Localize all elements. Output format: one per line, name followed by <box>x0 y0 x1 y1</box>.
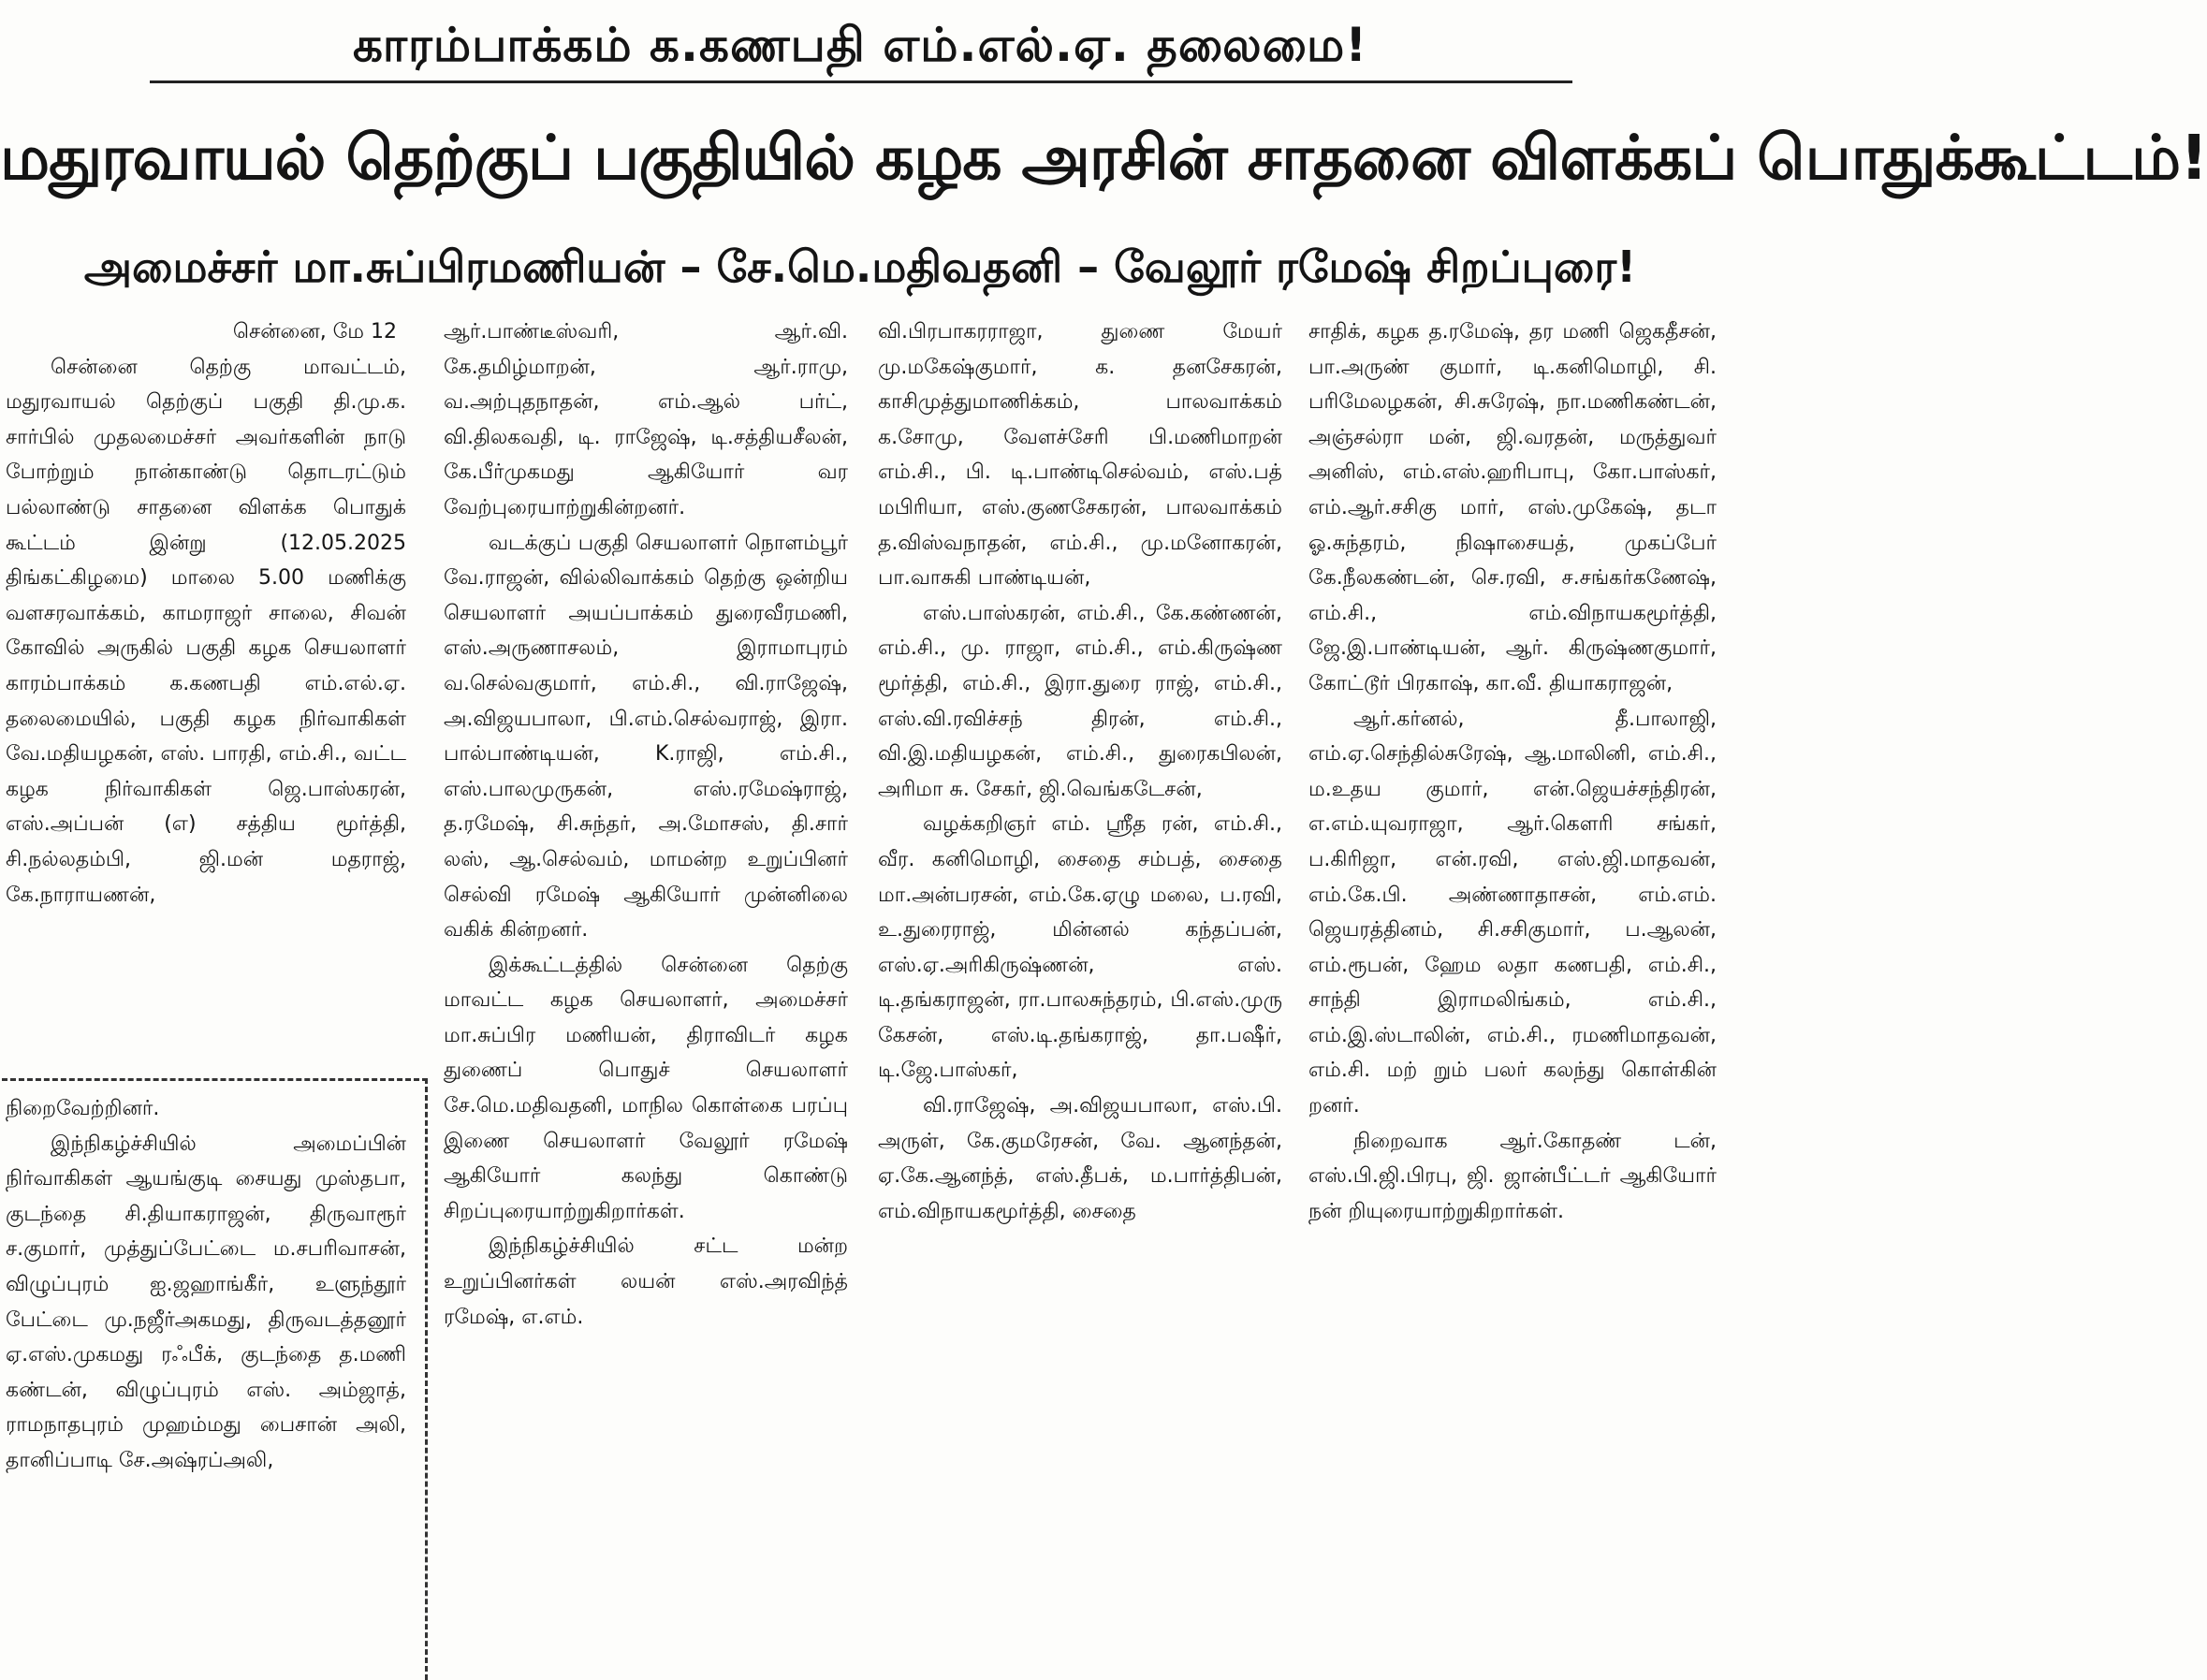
paragraph: இந்நிகழ்ச்சியில் சட்ட மன்ற உறுப்பினர்கள் லயன் எஸ்.அரவிந்த் ரமேஷ், எ.எம். <box>444 1234 848 1329</box>
paragraph: எஸ்.பாஸ்கரன், எம்.சி., கே.கண்ணன், எம்.சி., மு. ராஜா, எம்.சி., எம்.கிருஷ்ண மூர்த்தி, எம்.சி., இரா.துரை ராஜ், எம்.சி., எஸ்.வி.ரவிச்சந் திரன், எம்.சி., வி.இ.மதியழகன், எம்.சி., துரைகபிலன், அரிமா சு. சேகர், ஜி.வெங்கடேசன், <box>878 601 1282 801</box>
paragraph: இக்கூட்டத்தில் சென்னை தெற்கு மாவட்ட கழக செயலாளர், அமைச்சர் மா.சுப்பிர மணியன், திராவிடர் கழக துணைப் பொதுச் செயலாளர் சே.மெ.மதிவதனி, மாநில கொள்கை பரப்பு இணை செயலாளர் வேலூர் ரமேஷ் ஆகியோர் கலந்து கொண்டு சிறப்புரையாற்றுகிறார்கள். <box>444 953 848 1223</box>
headline-rule <box>150 80 1572 83</box>
paragraph: ஆர்.கர்னல், தீ.பாலாஜி, எம்.ஏ.செந்தில்சுரேஷ், ஆ.மாலினி, எம்.சி., ம.உதய குமார், என்.ஜெயச்சந்திரன், எ.எம்.யுவராஜா, ஆர்.கௌரி சங்கர், ப.கிரிஜா, என்.ரவி, எஸ்.ஜி.மாதவன், எம்.கே.பி. அண்ணாதாசன், எம்.எம். ஜெயரத்தினம், சி.சசிகுமார், ப.ஆலன், எம்.ரூபன், ஹேம லதா கணபதி, எம்.சி., சாந்தி இராமலிங்கம், எம்.சி., எம்.இ.ஸ்டாலின், எம்.சி., ரமணிமாதவன், எம்.சி. மற் றும் பலர் கலந்து கொள்கின் றனர். <box>1308 707 1717 1118</box>
headline-sub: அமைச்சர் மா.சுப்பிரமணியன் – சே.மெ.மதிவதனி – வேலூர் ரமேஷ் சிறப்புரை! <box>83 241 1637 292</box>
paragraph: வி.ராஜேஷ், அ.விஜயபாலா, எஸ்.பி. அருள், கே.குமரேசன், வே. ஆனந்தன், ஏ.கே.ஆனந்த், எஸ்.தீபக், ம.பார்த்திபன், எம்.விநாயகமூர்த்தி, சைதை <box>878 1094 1282 1223</box>
column-2 <box>444 314 848 1335</box>
dateline: சென்னை, மே 12 <box>232 320 397 343</box>
paragraph: நிறைவேற்றினர். <box>6 1097 160 1120</box>
column-3 <box>878 314 1282 1229</box>
headline-main: மதுரவாயல் தெற்குப் பகுதியில் கழக அரசின் சாதனை விளக்கப் பொதுக்கூட்டம்! <box>0 122 2207 194</box>
paragraph: நிறைவாக ஆர்.கோதண் டன், எஸ்.பி.ஜி.பிரபு, ஜி. ஜான்பீட்டர் ஆகியோர் நன் றியுரையாற்றுகிறார்கள். <box>1308 1129 1717 1223</box>
column-1 <box>6 314 406 913</box>
column-1-box <box>6 1091 406 1479</box>
paragraph: சென்னை தெற்கு மாவட்டம், மதுரவாயல் தெற்குப் பகுதி தி.மு.க. சார்பில் முதலமைச்சர் அவர்களின் நாடு போற்றும் நான்காண்டு தொடரட்டும் பல்லாண்டு சாதனை விளக்க பொதுக் கூட்டம் இன்று (12.05.2025 திங்கட்கிழமை) மாலை 5.00 மணிக்கு வளசரவாக்கம், காமராஜர் சாலை, சிவன் கோவில் அருகில் பகுதி கழக செயலாளர் காரம்பாக்கம் க.கணபதி எம்.எல்.ஏ. தலைமையில், பகுதி கழக நிர்வாகிகள் வே.மதியழகன், எஸ். பாரதி, எம்.சி., வட்ட கழக நிர்வாகிகள் ஜெ.பாஸ்கரன், எஸ்.அப்பன் (எ) சத்திய மூர்த்தி, சி.நல்லதம்பி, ஜி.மன் மதராஜ், கே.நாராயணன், <box>6 355 406 907</box>
paragraph: சாதிக், கழக த.ரமேஷ், தர மணி ஜெகதீசன், பா.அருண் குமார், டி.கனிமொழி, சி. பரிமேலழகன், சி.சுரேஷ், நா.மணிகண்டன், அஞ்சல்ரா மன், ஜி.வரதன், மருத்துவர் அனிஸ், எம்.எஸ்.ஹரிபாபு, கோ.பாஸ்கர், எம்.ஆர்.சசிகு மார், எஸ்.முகேஷ், தடா ஓ.சுந்தரம், நிஷாசையத், முகப்பேர் கே.நீலகண்டன், செ.ரவி, ச.சங்கர்கணேஷ், எம்.சி., எம்.விநாயகமூர்த்தி, ஜே.இ.பாண்டியன், ஆர். கிருஷ்ணகுமார், கோட்டூர் பிரகாஷ், கா.வீ. தியாகராஜன், <box>1308 320 1717 695</box>
paragraph: வழக்கறிஞர் எம். ஸ்ரீத ரன், எம்.சி., வீர. கனிமொழி, சைதை சம்பத், சைதை மா.அன்பரசன், எம்.கே.ஏழு மலை, ப.ரவி, உ.துரைராஜ், மின்னல் கந்தப்பன், எஸ்.ஏ.அரிகிருஷ்ணன், எஸ். டி.தங்கராஜன், ரா.பாலசுந்தரம், பி.எஸ்.முரு கேசன், எஸ்.டி.தங்கராஜ், தா.பஷீர், டி.ஜே.பாஸ்கர், <box>878 812 1282 1083</box>
headline-kicker: காரம்பாக்கம் க.கணபதி எம்.எல்.ஏ. தலைமை! <box>352 18 1368 72</box>
paragraph: ஆர்.பாண்டீஸ்வரி, ஆர்.வி. கே.தமிழ்மாறன், ஆர்.ராமு, வ.அற்புதநாதன், எம்.ஆல் பர்ட், வி.திலகவதி, டி. ராஜேஷ், டி.சத்தியசீலன், கே.பீர்முகமது ஆகியோர் வர வேற்புரையாற்றுகின்றனர். <box>444 320 848 519</box>
paragraph: இந்நிகழ்ச்சியில் அமைப்பின் நிர்வாகிகள் ஆயங்குடி சையது முஸ்தபா, குடந்தை சி.தியாகராஜன், திருவாரூர் ச.குமார், முத்துப்பேட்டை ம.சபரிவாசன், விழுப்புரம் ஐ.ஜஹாங்கீர், உளுந்தூர் பேட்டை மு.நஜீர்அகமது, திருவடத்தனூர் ஏ.எஸ்.முகமது ரஃபீக், குடந்தை த.மணி கண்டன், விழுப்புரம் எஸ். அம்ஜாத், ராமநாதபுரம் முஹம்மது பைசான் அலி, தானிப்பாடி சே.அஷ்ரப்அலி, <box>6 1132 406 1472</box>
column-4 <box>1308 314 1717 1229</box>
paragraph: வடக்குப் பகுதி செயலாளர் நொளம்பூர் வே.ராஜன், வில்லிவாக்கம் தெற்கு ஒன்றிய செயலாளர் அயப்பாக்கம் துரைவீரமணி, எஸ்.அருணாசலம், இராமாபுரம் வ.செல்வகுமார், எம்.சி., வி.ராஜேஷ், அ.விஜயபாலா, பி.எம்.செல்வராஜ், இரா. பால்பாண்டியன், K.ராஜி, எம்.சி., எஸ்.பாலமுருகன், எஸ்.ரமேஷ்ராஜ், த.ரமேஷ், சி.சுந்தர், அ.மோசஸ், தி.சார் லஸ், ஆ.செல்வம், மாமன்ற உறுப்பினர் செல்வி ரமேஷ் ஆகியோர் முன்னிலை வகிக் கின்றனர். <box>444 531 848 942</box>
paragraph: வி.பிரபாகரராஜா, துணை மேயர் மு.மகேஷ்குமார், க. தனசேகரன், காசிமுத்துமாணிக்கம், பாலவாக்கம் க.சோமு, வேளச்சேரி பி.மணிமாறன் எம்.சி., பி. டி.பாண்டிசெல்வம், எஸ்.பத் மபிரியா, எஸ்.குணசேகரன், பாலவாக்கம் த.விஸ்வநாதன், எம்.சி., மு.மனோகரன், பா.வாசுகி பாண்டியன், <box>878 320 1282 591</box>
